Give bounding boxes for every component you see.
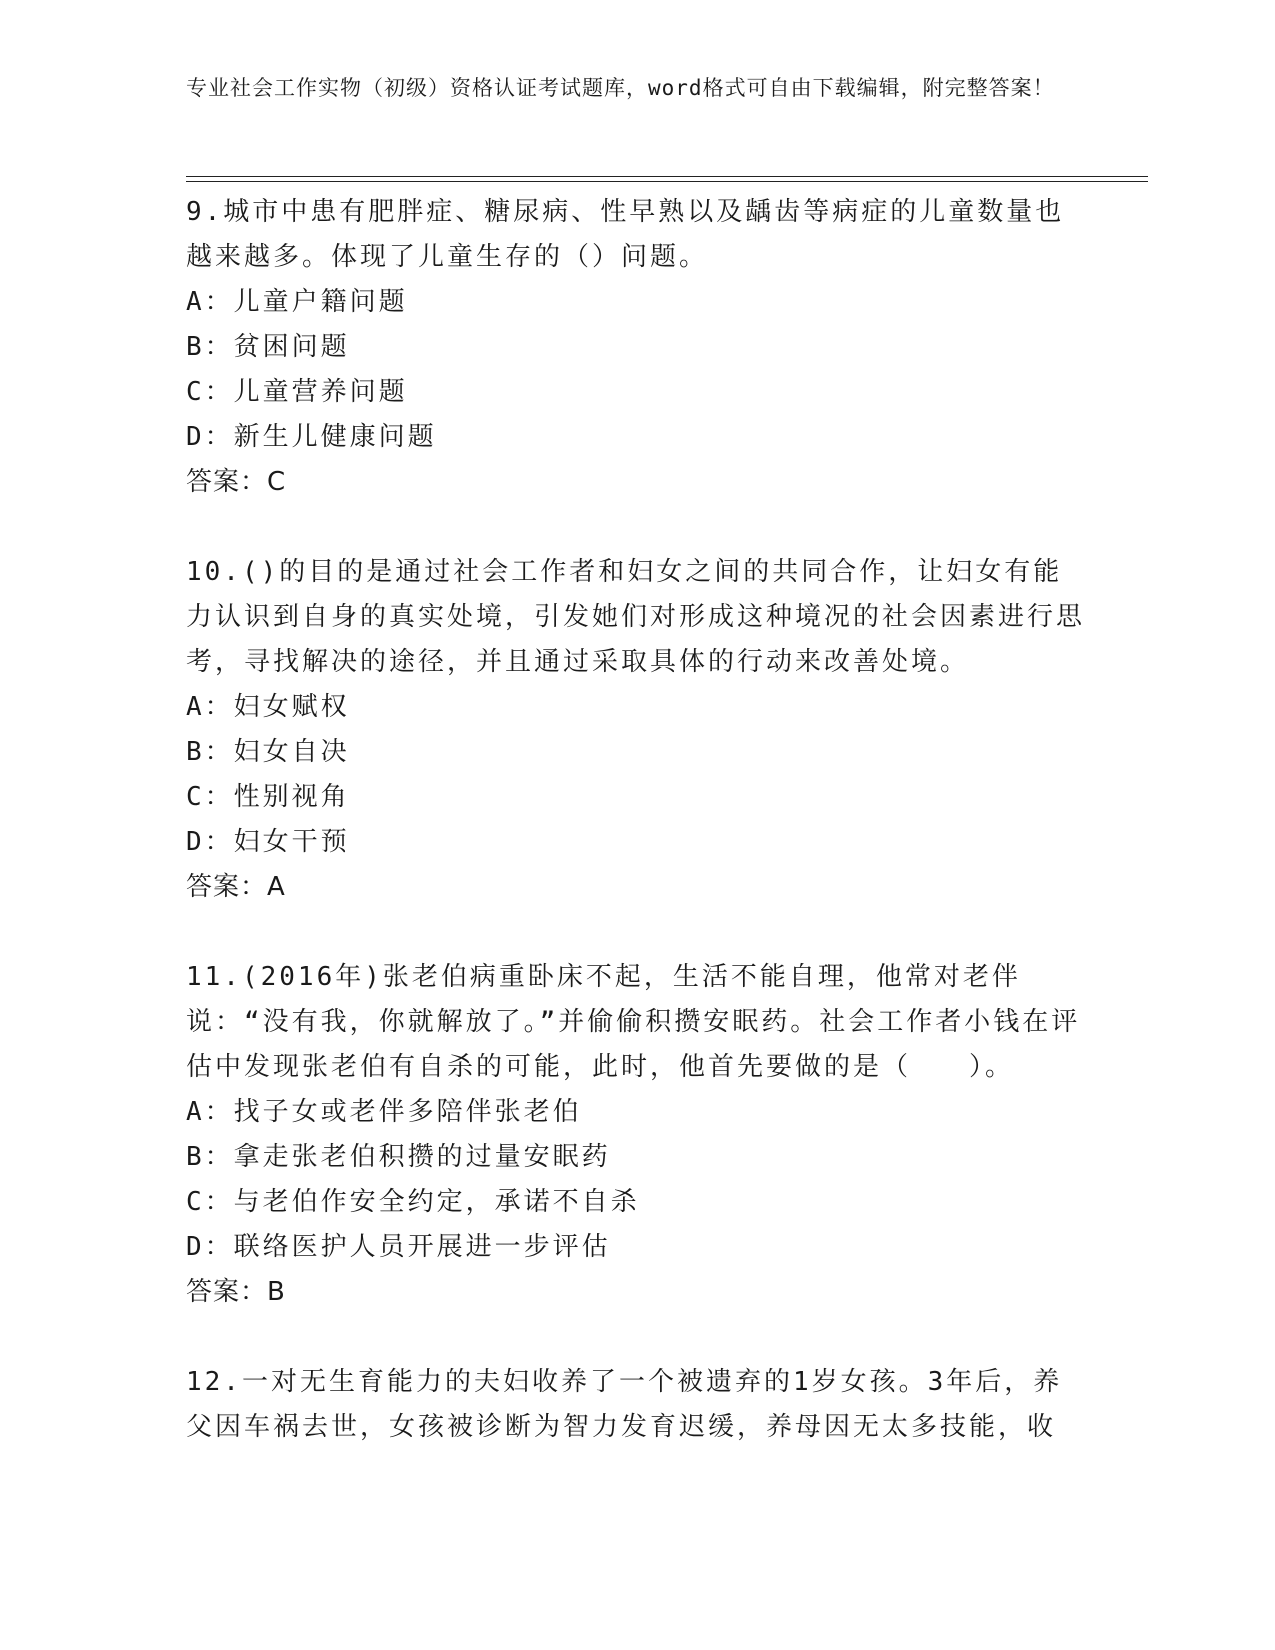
question-text: 10.()的目的是通过社会工作者和妇女之间的共同合作，让妇女有能力认识到自身的真实处境，引发她们对形成这种境况的社会因素进行思考，寻找解决的途径，并且通过采取具体的行动来改善处境。 [186,557,1086,677]
option-c: C：儿童营养问题 [186,377,408,407]
answer-label: 答案：A [186,872,286,902]
option-c: C：性别视角 [186,782,350,812]
header-divider-bottom [186,181,1148,182]
option-a: A：妇女赋权 [186,692,350,722]
question-12 [186,1360,1086,1450]
question-list [186,190,1086,1495]
question-9 [186,190,1086,505]
option-b: B：妇女自决 [186,737,350,767]
answer-label: 答案：C [186,467,287,497]
option-b: B：贫困问题 [186,332,350,362]
option-d: D：新生儿健康问题 [186,422,437,452]
question-text: 9.城市中患有肥胖症、糖尿病、性早熟以及龋齿等病症的儿童数量也越来越多。体现了儿童生存的（）问题。 [186,197,1065,272]
question-text: 11.(2016年)张老伯病重卧床不起，生活不能自理，他常对老伴说：“没有我，你就解放了。”并偷偷积攒安眠药。社会工作者小钱在评估中发现张老伯有自杀的可能，此时，他首先要做的是（ ）。 [186,962,1081,1082]
option-b: B：拿走张老伯积攒的过量安眠药 [186,1142,611,1172]
option-c: C：与老伯作安全约定，承诺不自杀 [186,1187,640,1217]
question-10 [186,550,1086,910]
header-divider-top [186,176,1148,177]
option-d: D：妇女干预 [186,827,350,857]
option-a: A：找子女或老伴多陪伴张老伯 [186,1097,582,1127]
question-text: 12.一对无生育能力的夫妇收养了一个被遗弃的1岁女孩。3年后，养父因车祸去世，女孩被诊断为智力发育迟缓，养母因无太多技能，收 [186,1367,1063,1442]
answer-label: 答案：B [186,1277,286,1307]
question-11 [186,955,1086,1315]
document-header: 专业社会工作实物（初级）资格认证考试题库，word格式可自由下载编辑，附完整答案！ [186,76,1055,100]
option-a: A：儿童户籍问题 [186,287,408,317]
option-d: D：联络医护人员开展进一步评估 [186,1232,611,1262]
